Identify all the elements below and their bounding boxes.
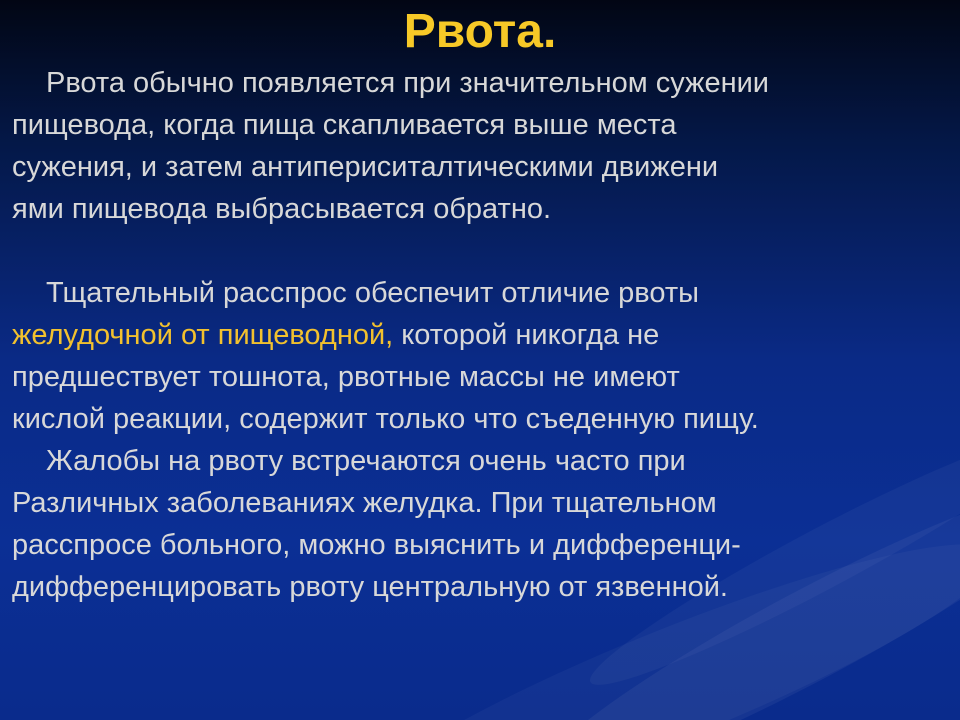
paragraph-1-line-1: Рвота обычно появляется при значительном сужении <box>46 67 769 99</box>
paragraph-3-line-2: Различных заболеваниях желудка. При тщательном <box>12 487 717 519</box>
highlighted-phrase: желудочной от пищеводной, <box>12 319 394 351</box>
paragraph-1-line-4: ями пищевода выбрасывается обратно. <box>12 193 552 225</box>
paragraph-2-line-3: предшествует тошнота, рвотные массы не имеют <box>12 361 680 393</box>
paragraph-2-line-2 <box>12 314 952 356</box>
paragraph-3-line-4: дифференцировать рвоту центральную от язвенной. <box>12 571 728 603</box>
paragraph-1-line-3: сужения, и затем антипериситалтическими движени <box>12 151 719 183</box>
paragraph-3-line-3: расспросе больного, можно выяснить и дифференци- <box>12 529 741 561</box>
paragraph-2-line-1: Тщательный расспрос обеспечит отличие рвоты <box>46 277 699 309</box>
paragraph-spacer <box>12 230 952 272</box>
paragraph-1-line-2: пищевода, когда пища скапливается выше места <box>12 109 677 141</box>
paragraph-3-line-1: Жалобы на рвоту встречаются очень часто при <box>46 445 686 477</box>
slide-body <box>12 62 952 608</box>
paragraph-2-line-2-rest: которой никогда не <box>393 319 660 351</box>
paragraph-2-line-4: кислой реакции, содержит только что съеденную пищу. <box>12 403 759 435</box>
slide-title: Рвота. <box>403 5 557 58</box>
